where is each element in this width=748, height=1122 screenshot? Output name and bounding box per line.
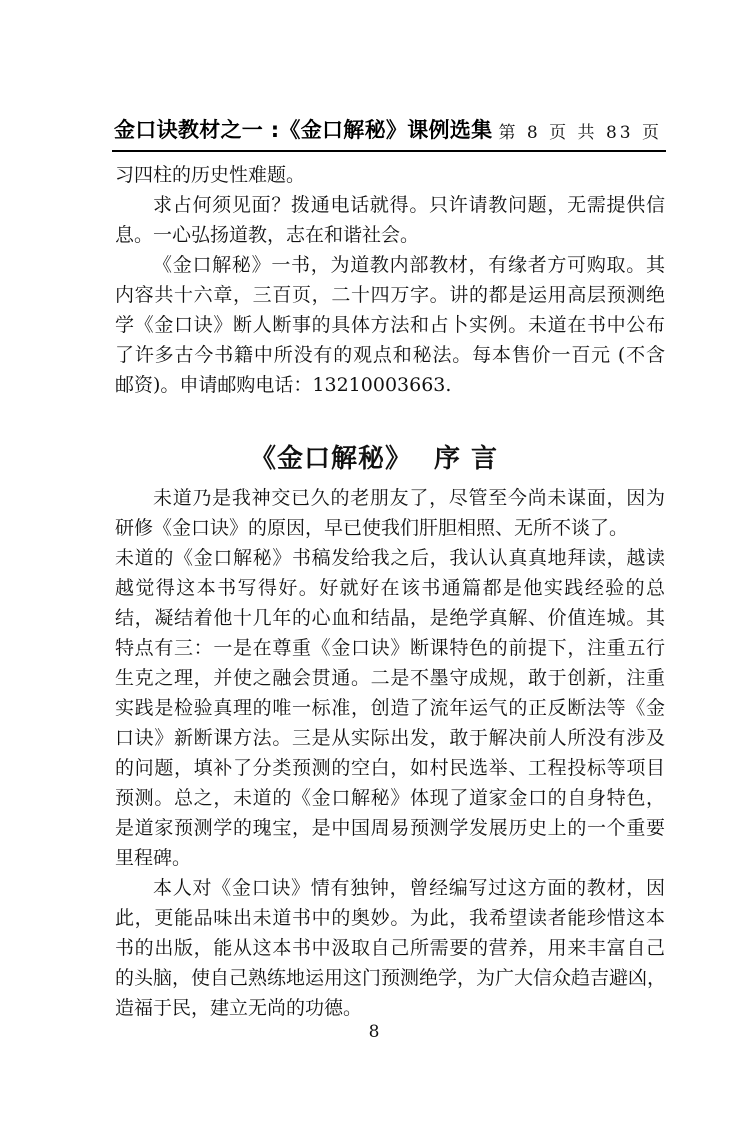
text-line: 了许多古今书籍中所没有的观点和秘法。每本售价一百元 (不含 — [115, 344, 665, 366]
text-line: 未道的《金口解秘》书稿发给我之后，我认认真真地拜读，越读 — [115, 547, 665, 569]
text-line: 息。一心弘扬道教，志在和谐社会。 — [115, 224, 420, 246]
text-line: 学《金口诀》断人断事的具体方法和占卜实例。未道在书中公布 — [115, 314, 665, 336]
section-title: 《金口解秘》 — [249, 444, 412, 474]
text-line: 预测。总之，未道的《金口解秘》体现了道家金口的自身特色， — [115, 787, 665, 809]
header-page-info: 第 8 页 共 83 页 — [498, 123, 662, 143]
intro-text — [115, 160, 665, 400]
page-header — [112, 110, 666, 152]
text-line: 本人对《金口诀》情有独钟，曾经编写过这方面的教材，因 — [153, 877, 665, 899]
text-line: 未道乃是我神交已久的老朋友了，尽管至今尚未谋面，因为 — [153, 487, 665, 509]
text-line: 实践是检验真理的唯一标准，创造了流年运气的正反断法等《金 — [115, 697, 665, 719]
section-heading — [0, 438, 748, 475]
text-line: 的头脑，使自己熟练地运用这门预测绝学，为广大信众趋吉避凶， — [115, 967, 667, 989]
text-line: 此，更能品味出未道书中的奥妙。为此，我希望读者能珍惜这本 — [115, 907, 665, 929]
text-line: 口诀》新断课方法。三是从实际出发，敢于解决前人所没有涉及 — [115, 727, 665, 749]
text-line: 越觉得这本书写得好。好就好在该书通篇都是他实践经验的总 — [115, 577, 665, 599]
text-line: 特点有三：一是在尊重《金口诀》断课特色的前提下，注重五行 — [115, 637, 665, 659]
text-line: 造福于民，建立无尚的功德。 — [115, 997, 363, 1019]
text-line: 邮资)。申请邮购电话：13210003663. — [115, 374, 452, 396]
text-line: 研修《金口诀》的原因，早已使我们肝胆相照、无所不谈了。 — [115, 517, 629, 539]
text-line: 习四柱的历史性难题。 — [115, 164, 306, 186]
section-subtitle: 序 言 — [433, 444, 499, 474]
text-line: 书的出版，能从这本书中汲取自己所需要的营养，用来丰富自己 — [115, 937, 665, 959]
text-line: 内容共十六章，三百页，二十四万字。讲的都是运用高层预测绝 — [115, 284, 665, 306]
preface-text — [115, 483, 665, 1023]
text-line: 的问题，填补了分类预测的空白，如村民选举、工程投标等项目 — [115, 757, 665, 779]
text-line: 里程碑。 — [115, 847, 192, 869]
text-line: 是道家预测学的瑰宝，是中国周易预测学发展历史上的一个重要 — [115, 817, 665, 839]
header-title: 金口诀教材之一 :《金口解秘》课例选集 — [114, 118, 493, 142]
text-line: 结，凝结着他十几年的心血和结晶，是绝学真解、价值连城。其 — [115, 607, 665, 629]
text-line: 《金口解秘》一书，为道教内部教材，有缘者方可购取。其 — [153, 254, 665, 276]
text-line: 求占何须见面？拨通电话就得。只许请教问题，无需提供信 — [153, 194, 665, 216]
page-number: 8 — [368, 1022, 380, 1042]
text-line: 生克之理，并使之融会贯通。二是不墨守成规，敢于创新，注重 — [115, 667, 665, 689]
